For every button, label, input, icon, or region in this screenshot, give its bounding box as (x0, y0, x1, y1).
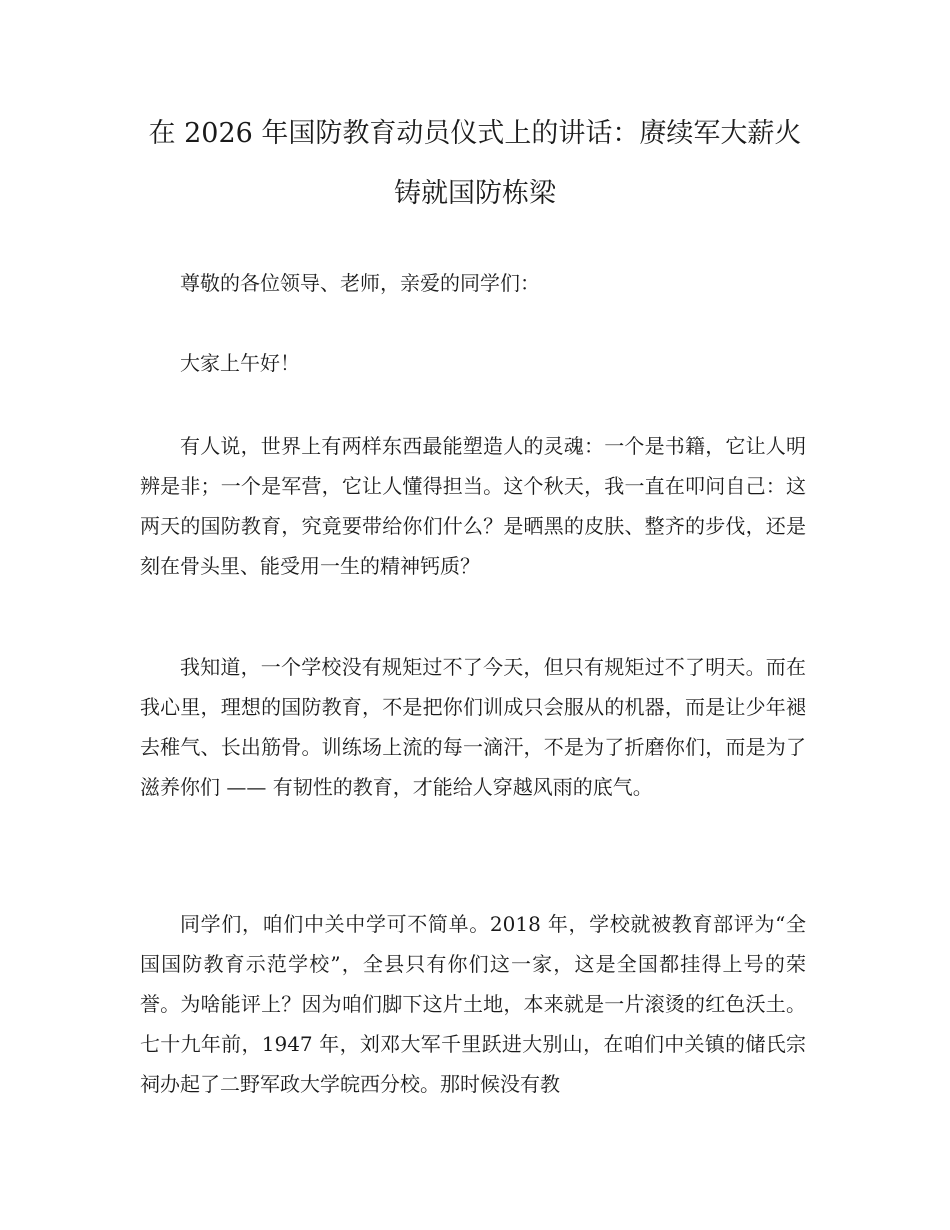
document-title: 在 2026 年国防教育动员仪式上的讲话：赓续军大薪火铸就国防栋梁 (148, 118, 802, 209)
greeting: 大家上午好！ (180, 351, 300, 375)
body-paragraph: 有人说，世界上有两样东西最能塑造人的灵魂：一个是书籍，它让人明辨是非；一个是军营，它让人懂得担当。这个秋天，我一直在叩问自己：这两天的国防教育，究竟要带给你们什么？是晒黑的皮肤、整齐的步伐，还是刻在骨头里、能受用一生的精神钙质？ (140, 434, 806, 578)
body-paragraph: 我知道，一个学校没有规矩过不了今天，但只有规矩过不了明天。而在我心里，理想的国防教育，不是把你们训成只会服从的机器，而是让少年褪去稚气、长出筋骨。训练场上流的每一滴汗，不是为了折磨你们，而是为了滋养你们 —— 有韧性的教育，才能给人穿越风雨的底气。 (140, 655, 806, 799)
salutation: 尊敬的各位领导、老师，亲爱的同学们： (180, 271, 540, 295)
body-paragraph: 同学们，咱们中关中学可不简单。2018 年，学校就被教育部评为“全国国防教育示范学校”，全县只有你们这一家，这是全国都挂得上号的荣誉。为啥能评上？因为咱们脚下这片土地，本来就是一片滚烫的红色沃土。七十九年前，1947 年，刘邓大军千里跃进大别山，在咱们中关镇的储氏宗祠办起了二野军政大学皖西分校。那时候没有教 (140, 912, 806, 1096)
